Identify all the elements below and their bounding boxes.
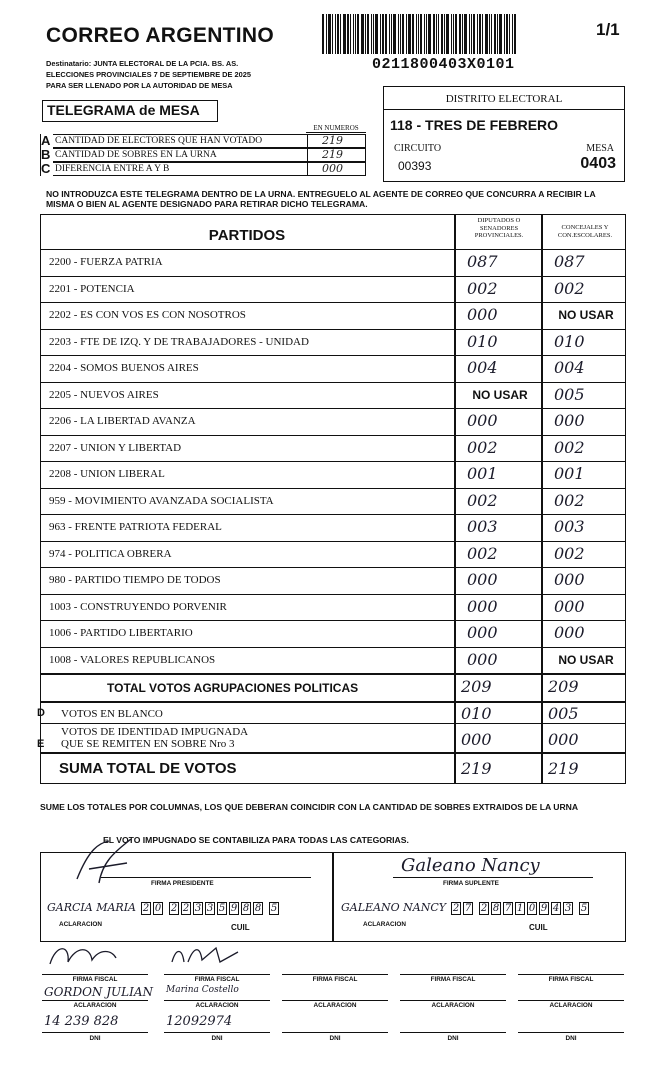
vote-cell-con[interactable]: 000 [554,596,585,616]
barcode-bar [438,14,439,54]
presidente-name[interactable]: GARCIA MARIA [47,901,136,914]
cuil-digit[interactable]: 0 [154,903,162,914]
total-row [41,674,624,701]
party-name: 2204 - SOMOS BUENOS AIRES [49,362,199,374]
party-name: 2201 - POTENCIA [49,282,135,295]
total-con[interactable]: 209 [548,677,579,696]
vote-cell-dip[interactable]: 000 [467,596,498,616]
footnote: SUME LOS TOTALES POR COLUMNAS, LOS QUE DEBERAN COINCIDIR CON LA CANTIDAD DE SOBRES EXTRAIDOS DE LA URNA [40,802,579,812]
party-name: 974 - POLITICA OBRERA [49,547,172,560]
blanco-row [37,703,624,723]
fiscal-aclaracion-label: ACLARACION [195,1002,239,1009]
barcode-bar [418,14,419,54]
count-value[interactable]: 219 [307,148,367,162]
counts-header: EN NUMEROS [306,124,366,133]
vote-cell-dip[interactable]: 000 [467,623,498,642]
barcode-bar [462,14,463,54]
barcode-bar [477,14,478,54]
votes-table [37,214,626,784]
blanco-label: VOTOS EN BLANCO [61,708,163,720]
barcode-bar [371,14,372,54]
destinatario-line: Destinatario: JUNTA ELECTORAL DE LA PCIA. BS. AS. [46,59,239,68]
signature-box [40,852,626,942]
vote-cell-con[interactable]: 000 [554,623,585,642]
vote-cell-dip[interactable]: 004 [467,358,498,377]
barcode-bar [400,14,401,54]
barcode-bar [446,14,449,54]
cuil-digit[interactable]: 7 [464,903,472,914]
barcode-bar [471,14,472,54]
barcode-bar [436,14,437,54]
fiscal-signature[interactable] [46,942,126,968]
fiscal-firma-line [164,974,270,975]
barcode-bar [353,14,354,54]
party-row [41,647,624,674]
district-name: 118 - TRES DE FEBRERO [390,117,559,133]
cuil-digit[interactable]: 5 [218,903,226,914]
party-name: 2202 - ES CON VOS ES CON NOSOTROS [49,309,246,321]
vote-cell-dip[interactable]: 002 [467,543,498,563]
barcode-bar [398,14,399,54]
fiscal-dni-label: DNI [565,1035,577,1042]
presidente-label: FIRMA PRESIDENTE [151,880,214,887]
barcode-bar [385,14,387,54]
cuil-digit[interactable]: 8 [242,903,250,914]
notice-text: NO INTRODUZCA ESTE TELEGRAMA DENTRO DE LA URNA. ENTREGUELO AL AGENTE DE CORREO QUE CONCURRA A RECIBIR LA MISMA O BIEN AL AGENTE DESIGNADO PARA RETIRAR DICHO TELEGRAMA. [46,189,596,209]
barcode-bar [473,14,475,54]
barcode-bar [428,14,431,54]
aclaracion-label: ACLARACION [363,921,406,928]
party-row [41,408,624,435]
party-name: 959 - MOVIMIENTO AVANZADA SOCIALISTA [49,494,274,507]
blanco-dip[interactable]: 010 [461,704,492,723]
impug-dip[interactable]: 000 [461,730,492,749]
barcode-bar [455,14,457,54]
barcode-bar [328,14,331,54]
suplente-name[interactable]: GALEANO NANCY [341,901,447,914]
fiscal-dni[interactable]: 14 239 828 [44,1014,119,1029]
barcode-bar [380,14,381,54]
fiscal-firma-label: FIRMA FISCAL [548,976,594,983]
circuito-value: 00393 [398,159,432,173]
barcode-bar [514,14,516,54]
vote-cell-dip: NO USAR [472,387,528,402]
vote-cell-con[interactable]: 002 [554,543,585,563]
fiscal-firma-line [282,974,388,975]
barcode-bar [361,14,364,54]
party-row [41,249,624,276]
fiscal-aclaracion-line [164,1000,270,1001]
cuil-digit[interactable]: 7 [504,903,512,914]
party-name: 1006 - PARTIDO LIBERTARIO [49,627,193,639]
fiscal-dni-line [518,1032,624,1033]
vote-cell-con[interactable]: 000 [554,411,585,430]
fiscal-firma-line [518,974,624,975]
suma-row [41,754,624,783]
destinatario-line: PARA SER LLENADO POR LA AUTORIDAD DE MESA [46,81,233,90]
fiscal-aclaracion-line [282,1000,388,1001]
fiscal-firma-line [42,974,148,975]
barcode-bar [406,14,407,54]
vote-cell-dip[interactable]: 087 [467,252,498,271]
header-concejales: CONCEJALES Y CON.ESCOLARES. [557,224,613,239]
suma-label: SUMA TOTAL DE VOTOS [59,760,237,777]
vote-cell-dip[interactable]: 003 [467,517,498,536]
vote-cell-dip[interactable]: 002 [467,437,498,457]
mesa-label: MESA [586,143,614,154]
party-name: 2208 - UNION LIBERAL [49,468,165,480]
vote-cell-dip[interactable]: 001 [467,464,498,483]
count-value[interactable]: 000 [307,162,367,176]
barcode-bar [402,14,404,54]
cuil-digit[interactable]: 5 [270,903,278,914]
fiscal-firma-line [400,974,506,975]
count-row-c [40,162,366,176]
party-name: 2203 - FTE DE IZQ. Y DE TRABAJADORES - UNIDAD [49,335,309,348]
impug-label-1: VOTOS DE IDENTIDAD IMPUGNADA [61,726,249,738]
barcode-bar [367,14,369,54]
barcode-bar [441,14,443,54]
aclaracion-label: ACLARACION [59,921,102,928]
party-name: 1003 - CONSTRUYENDO PORVENIR [49,600,227,613]
party-name: 1008 - VALORES REPUBLICANOS [49,653,216,666]
fiscal-firma-label: FIRMA FISCAL [430,976,476,983]
impug-letter: E [37,738,45,750]
party-row [41,488,624,515]
cuil-label: CUIL [231,923,250,932]
fiscal-firma-label: FIRMA FISCAL [194,976,240,983]
barcode-bar [416,14,417,54]
fiscal-aclaracion-label: ACLARACION [431,1002,475,1009]
impug-con[interactable]: 000 [548,730,579,749]
barcode-bar [420,14,422,54]
barcode-bar [357,14,359,54]
barcode-bar [506,14,508,54]
barcode-bar [375,14,378,54]
header-partidos: PARTIDOS [208,227,286,244]
blanco-letter: D [37,707,45,719]
barcode-bar [464,14,467,54]
vote-cell-con[interactable]: 005 [554,384,585,404]
party-row [41,435,624,462]
barcode-bar [479,14,481,54]
cuil-digit[interactable]: 5 [580,903,588,914]
barcode-bar [347,14,349,54]
party-name: 963 - FRENTE PATRIOTA FEDERAL [49,521,222,533]
vote-cell-dip[interactable]: 002 [467,490,498,510]
cuil-digit[interactable]: 3 [194,903,202,914]
vote-cell-dip[interactable]: 000 [467,570,498,589]
barcode-bar [497,14,498,54]
party-name: 2207 - UNION Y LIBERTAD [49,441,182,454]
cuil-digit[interactable]: 8 [254,903,262,914]
count-letter: B [41,148,53,162]
cuil-digit[interactable]: 2 [480,903,488,914]
fiscal-aclaracion-line [400,1000,506,1001]
barcode-bar [365,14,366,54]
count-row-b [40,148,366,162]
barcode-bar [444,14,445,54]
party-row [41,620,624,647]
fiscal-aclaracion-line [42,1000,148,1001]
vote-cell-dip[interactable]: 002 [467,278,498,298]
cuil-digit[interactable]: 9 [540,903,548,914]
vote-cell-con[interactable]: 087 [554,252,585,271]
barcode-bar [453,14,454,54]
district-label: DISTRITO ELECTORAL [445,93,563,105]
brand-title: CORREO ARGENTINO [46,24,275,47]
page-number: 1/1 [596,20,620,39]
fiscal-dni[interactable]: 12092974 [166,1014,233,1029]
vote-cell-dip[interactable]: 000 [467,305,498,324]
fiscal-dni-line [282,1032,388,1033]
vote-cell-con[interactable]: 001 [554,464,585,483]
barcode-bar [340,14,341,54]
barcode-bar [426,14,427,54]
cuil-digit[interactable]: 0 [528,903,536,914]
vote-cell-con[interactable]: 004 [554,358,585,377]
fiscal-dni-label: DNI [211,1035,223,1042]
barcode-bar [512,14,513,54]
party-row [41,329,624,356]
barcode-bar [491,14,492,54]
vote-cell-dip[interactable]: 010 [467,331,498,351]
impugnado-note: EL VOTO IMPUGNADO SE CONTABILIZA PARA TODAS LAS CATEGORIAS. [103,835,409,845]
fiscal-aclaracion-label: ACLARACION [549,1002,593,1009]
barcode-bar [469,14,470,54]
district-box [383,86,625,182]
vote-cell-con[interactable]: 002 [554,490,585,510]
vote-cell-con[interactable]: 003 [554,517,585,536]
fiscal-aclaracion-label: ACLARACION [313,1002,357,1009]
barcode-bar [350,14,351,54]
party-row [41,461,624,488]
cuil-digit[interactable]: 1 [516,903,524,914]
barcode-bar [499,14,502,54]
vote-cell-con: NO USAR [558,652,614,667]
impugnados-row [37,724,624,752]
count-letter: C [41,162,53,176]
barcode-bar [509,14,510,54]
cuil-digit[interactable]: 2 [170,903,178,914]
suplente-label: FIRMA SUPLENTE [443,880,499,887]
party-row [41,276,624,303]
barcode-bar [322,14,324,54]
barcode-bar [482,14,483,54]
vote-cell-con[interactable]: 002 [554,278,585,298]
vote-cell-dip[interactable]: 000 [467,411,498,430]
vote-cell-con: NO USAR [558,308,614,322]
party-name: 2205 - NUEVOS AIRES [49,388,159,401]
total-dip[interactable]: 209 [461,677,492,696]
fiscal-dni-label: DNI [329,1035,341,1042]
circuito-label: CIRCUITO [394,143,442,154]
header-diputados: DIPUTADOS O SENADORES PROVINCIALES. [474,217,524,239]
party-name: 2200 - FUERZA PATRIA [49,256,163,268]
barcode-bar [393,14,396,54]
party-name: 2206 - LA LIBERTAD AVANZA [49,415,196,427]
barcode-bar [504,14,505,54]
presidente-signature [69,839,149,885]
fiscal-dni-label: DNI [89,1035,101,1042]
vote-cell-con[interactable]: 010 [554,331,585,351]
barcode [322,14,562,54]
count-letter: A [41,134,53,148]
fiscal-firma-label: FIRMA FISCAL [72,976,118,983]
barcode-bar [389,14,390,54]
fiscal-dni-line [400,1032,506,1033]
destinatario [46,58,336,91]
cuil-digit[interactable]: 9 [230,903,238,914]
suplente-cuil[interactable] [451,902,591,915]
barcode-bar [382,14,384,54]
barcode-bar [343,14,346,54]
cuil-label: CUIL [529,923,548,932]
fiscal-aclaracion[interactable]: Marina Costello [166,985,239,995]
suplente-signature[interactable]: Galeano Nancy [401,855,540,876]
fiscal-dni-label: DNI [447,1035,459,1042]
party-row [41,355,624,382]
vote-cell-dip[interactable]: 000 [467,649,498,669]
suma-con[interactable]: 219 [548,759,579,778]
vote-cell-con[interactable]: 002 [554,437,585,457]
cuil-digit[interactable]: 2 [142,903,150,914]
count-value[interactable]: 219 [307,134,367,148]
presidente-cuil[interactable] [141,902,281,915]
barcode-bar [337,14,339,54]
party-name: 980 - PARTIDO TIEMPO DE TODOS [49,574,221,586]
form-title: TELEGRAMA de MESA [42,100,218,122]
fiscal-dni-line [164,1032,270,1033]
total-label: TOTAL VOTOS AGRUPACIONES POLITICAS [107,681,359,695]
cuil-digit[interactable]: 2 [452,903,460,914]
party-row [41,514,624,541]
fiscal-aclaracion[interactable]: GORDON JULIAN [44,985,154,999]
blanco-con[interactable]: 005 [548,704,579,723]
barcode-text: 0211800403X0101 [372,56,515,73]
party-row [41,302,624,329]
barcode-bar [494,14,496,54]
barcode-bar [489,14,490,54]
fiscal-firma-label: FIRMA FISCAL [312,976,358,983]
barcode-bar [391,14,392,54]
barcode-bar [332,14,333,54]
barcode-bar [335,14,336,54]
mesa-value: 0403 [580,155,616,172]
suma-dip[interactable]: 219 [461,759,492,778]
party-row [41,594,624,621]
barcode-bar [373,14,374,54]
barcode-bar [355,14,356,54]
cuil-digit[interactable]: 2 [182,903,190,914]
cuil-digit[interactable]: 3 [564,903,572,914]
party-row [41,541,624,568]
count-label: CANTIDAD DE ELECTORES QUE HAN VOTADO [55,136,263,146]
impug-label-2: QUE SE REMITEN EN SOBRE Nro 3 [61,738,235,750]
vote-cell-con[interactable]: 000 [554,570,585,589]
barcode-bar [451,14,452,54]
barcode-bar [424,14,425,54]
count-row-a [40,134,366,148]
party-row [41,567,624,594]
count-label: CANTIDAD DE SOBRES EN LA URNA [55,150,217,160]
cuil-digit[interactable]: 3 [206,903,214,914]
fiscal-signature[interactable] [168,942,248,968]
destinatario-line: ELECCIONES PROVINCIALES 7 DE SEPTIEMBRE DE 2025 [46,70,251,79]
barcode-bar [485,14,488,54]
cuil-digit[interactable]: 4 [552,903,560,914]
barcode-bar [412,14,414,54]
count-label: DIFERENCIA ENTRE A Y B [55,164,170,174]
party-row [41,382,624,409]
barcode-bar [326,14,327,54]
fiscal-dni-line [42,1032,148,1033]
barcode-bar [408,14,411,54]
fiscal-aclaracion-label: ACLARACION [73,1002,117,1009]
barcode-bar [433,14,435,54]
fiscal-aclaracion-line [518,1000,624,1001]
barcode-bar [459,14,461,54]
cuil-digit[interactable]: 8 [492,903,500,914]
